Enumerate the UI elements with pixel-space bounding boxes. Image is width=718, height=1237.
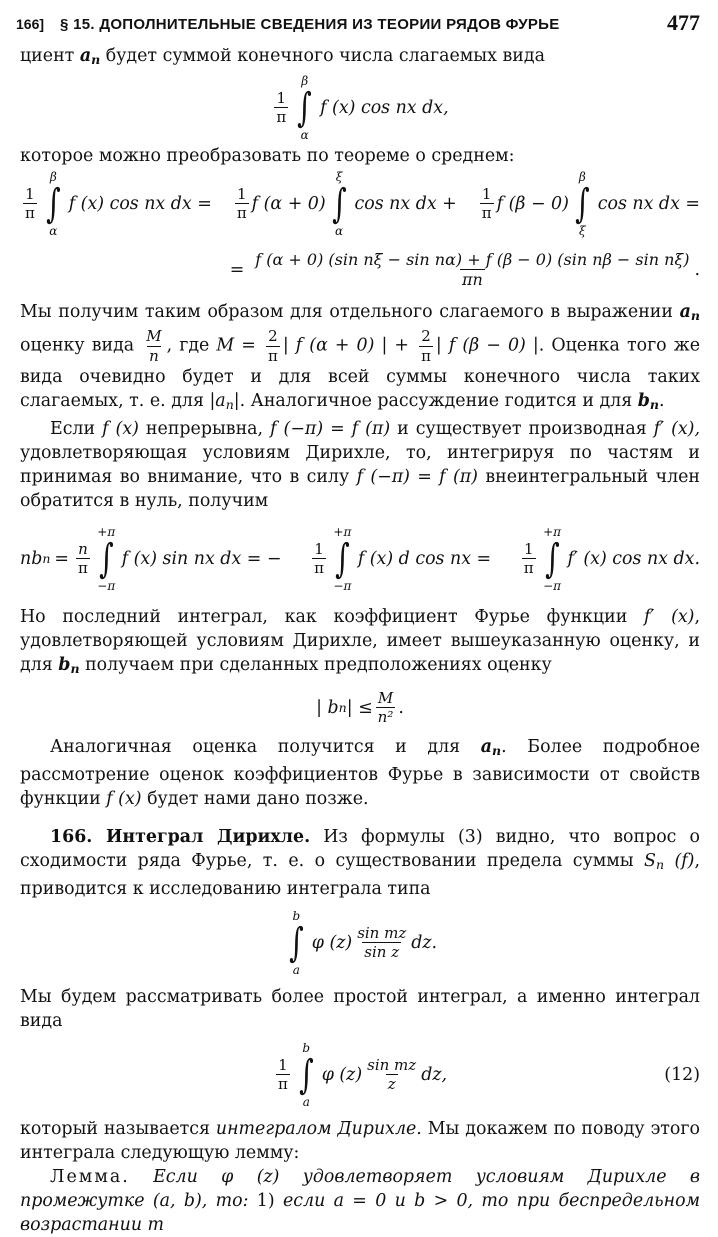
page-number: 477 [667, 10, 700, 35]
paragraph: которое можно преобразовать по теореме о среднем: [20, 146, 515, 167]
section-166: 166. Интеграл Дирихле. Из формулы (3) видно, что вопрос о сходимости ряда Фурье, т. е. о существовании предела суммы $S_n$ (f), приводится к исследованию интеграла типа [20, 826, 701, 899]
paragraph: Мы будем рассматривать более простой интеграл, а именно интеграл вида [20, 987, 700, 1031]
running-header [16, 10, 700, 40]
lemma: Лемма. Если φ (z) удовлетворяет условиям Дирихле в промежутке (a, b), то: 1) если a = 0 и b > 0, то при беспредельном возрастании m [20, 1167, 700, 1235]
running-title: § 15. ДОПОЛНИТЕЛЬНЫЕ СВЕДЕНИЯ ИЗ ТЕОРИИ РЯДОВ ФУРЬЕ [60, 16, 560, 33]
formula-term: $\frac{1}{\pi}$ β ∫ α f (x) cos nx dx, [276, 74, 449, 143]
formula-mean-value-result: = $\frac{\text{f (α + 0) (sin nξ − sin nα) + f (β − 0) (sin nβ − sin nξ)}}{\pi n}$ . [229, 249, 700, 290]
paragraph: который называется интегралом Дирихле. Мы докажем по поводу этого интеграла следующую лемму: [20, 1119, 700, 1163]
paragraph: циент $a_n$ будет суммой конечного числа слагаемых вида [20, 46, 545, 68]
formula-mean-value: $\frac{1}{\pi}$ β ∫ α f (x) cos nx dx = $\frac{1}{\pi}$ f (α + 0) ξ ∫ α cos nx dx + $\frac{1}{\pi}$ f (β − 0) β ∫ ξ cos nx dx = [25, 170, 700, 239]
equation-number: (12) [664, 1065, 700, 1085]
paragraph: Мы получим таким образом для отдельного слагаемого в выражении $a_n$ оценку вида $\frac{M}{n}$ , где M = $\frac{2}{\pi}$ | f (α + 0) | + $\frac{2}{\pi}$ | f (β − 0) |. Оценка того же вида очевидно будет и для всей суммы конечного числа таких слагаемых, т. е. для $|a_n|$. Аналогичное рассуждение годится и для $b_n$. [20, 302, 701, 412]
lemma-label: Лемма. [50, 1167, 130, 1187]
page-body [20, 44, 700, 1237]
paragraph: Если f (x) непрерывна, f (−π) = f (π) и существует производная f′ (x), удовлетворяющая условиям Дирихле, то, интегрируя по частям и принимая во внимание, что в силу f (−π) = f (π) внеинтегральный член обратится в нуль, получим [20, 418, 701, 511]
section-heading: 166. Интеграл Дирихле. [50, 826, 311, 847]
formula-bound: | b n | ≤ $\frac{M}{\text{n²}}$ . [316, 688, 404, 726]
formula-parts: nb n = $\frac{n}{\pi}$ +π ∫ −π f (x) sin nx dx = − $\frac{1}{\pi}$ +π ∫ −π f (x) d cos nx = $\frac{1}{\pi}$ +π ∫ −π f′ (x) cos nx dx. [20, 524, 700, 593]
formula-dirichlet-integral: $\frac{1}{\pi}$ b ∫ a φ (z) $\frac{\text{sin mz}}{z}$ dz, (12) [277, 1041, 700, 1109]
paragraph: Но последний интеграл, как коэффициент Фурье функции f′ (x), удовлетворяющей условиям Дирихле, имеет вышеуказанную оценку, и для $b_n$ получаем при сделанных предположениях оценку [20, 606, 700, 676]
section-marker: 166] [16, 16, 45, 32]
formula-integral-type: b ∫ a φ (z) $\frac{\text{sin mz}}{\text{sin z}}$ dz. [289, 909, 438, 977]
paragraph: Аналогичная оценка получится и для $a_n$. Более подробное рассмотрение оценок коэффициентов Фурье в зависимости от свойств функции f (x) будет нами дано позже. [20, 736, 700, 809]
